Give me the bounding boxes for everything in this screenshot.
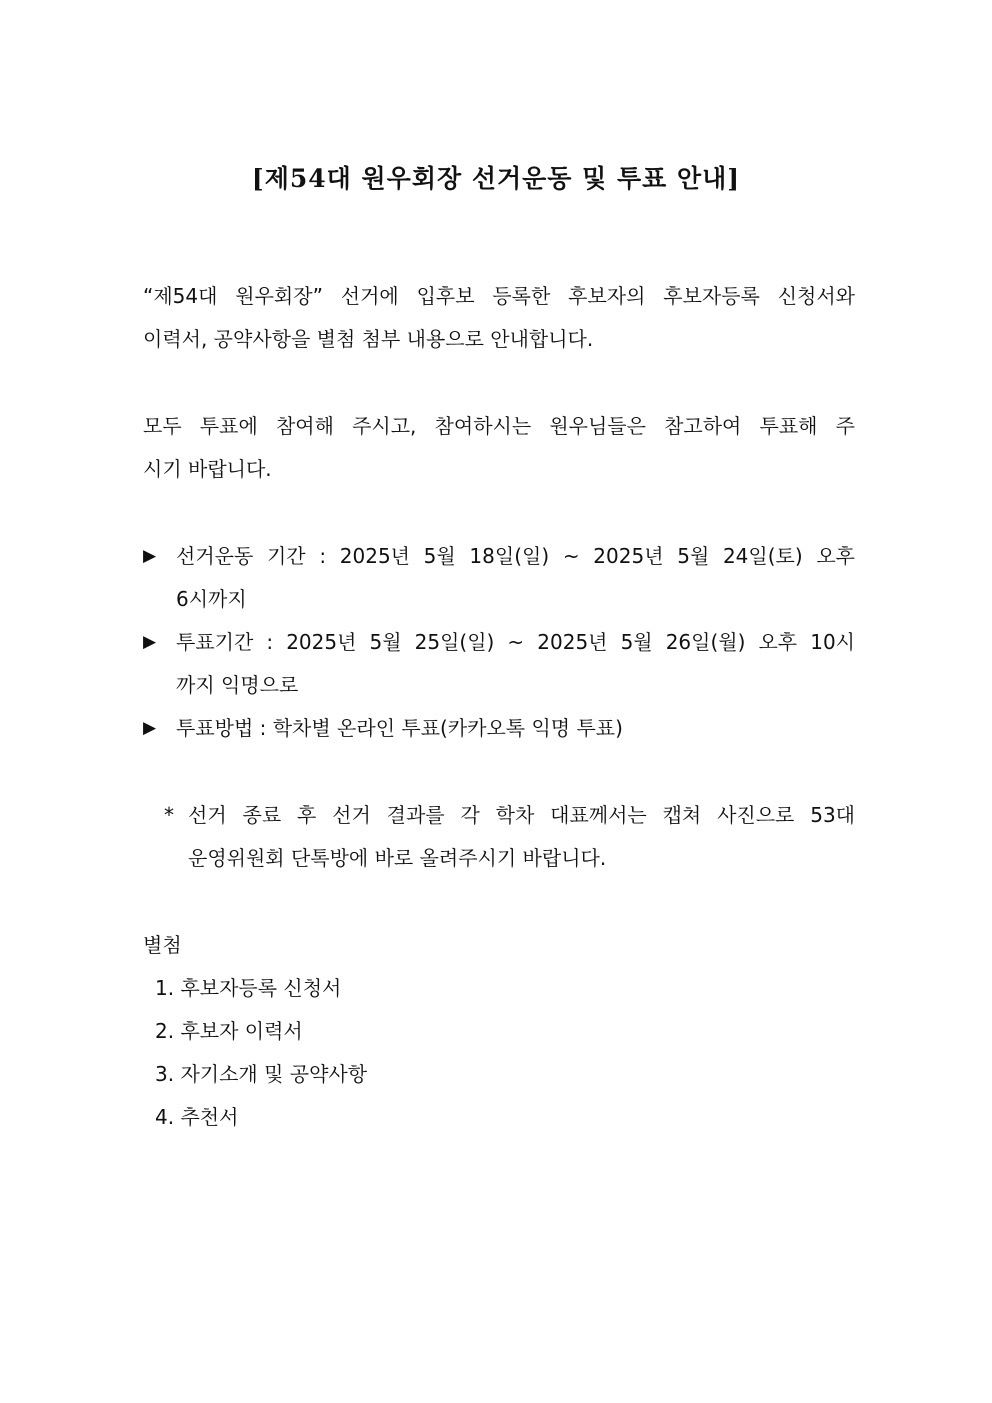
- attachment-item: 2. 후보자 이력서: [155, 1019, 303, 1043]
- bullet-text-line-1: 선거운동 기간 : 2025년 5월 18일(일) ~ 2025년 5월 24일(토) 오후: [176, 544, 855, 568]
- intro-line-2: 이력서, 공약사항을 별첨 첨부 내용으로 안내합니다.: [143, 327, 594, 351]
- attachments-section: [143, 924, 855, 1139]
- intro-paragraph: [143, 275, 855, 361]
- document-title: [제54대 원우회장 선거운동 및 투표 안내]: [251, 164, 741, 193]
- bullet-text-line-2: 6시까지: [176, 587, 247, 611]
- bullet-item-voting-period: [143, 621, 855, 707]
- triangle-bullet-icon: ▶: [143, 546, 157, 566]
- triangle-bullet-icon: ▶: [143, 718, 157, 738]
- attachment-item: 4. 추천서: [155, 1105, 239, 1129]
- note-line-1: 선거 종료 후 선거 결과를 각 학차 대표께서는 캡쳐 사진으로 53대: [188, 803, 855, 827]
- bullet-item-campaign-period: [143, 535, 855, 621]
- asterisk-icon: *: [164, 803, 174, 827]
- attachment-item: 3. 자기소개 및 공약사항: [155, 1062, 368, 1086]
- bullet-list: [143, 535, 855, 750]
- notice-note: [143, 794, 855, 880]
- bullet-text-line-2: 까지 익명으로: [176, 673, 299, 697]
- attachments-heading: 별첨: [143, 933, 182, 957]
- note-line-2: 운영위원회 단톡방에 바로 올려주시기 바랍니다.: [188, 846, 607, 870]
- note-item: [143, 794, 855, 880]
- bullet-text-line-1: 투표기간 : 2025년 5월 25일(일) ~ 2025년 5월 26일(월) 오후 10시: [176, 630, 855, 654]
- bullet-text-line-1: 투표방법 : 학차별 온라인 투표(카카오톡 익명 투표): [176, 716, 623, 740]
- request-line-1: 모두 투표에 참여해 주시고, 참여하시는 원우님들은 참고하여 투표해 주: [143, 414, 855, 438]
- request-line-2: 시기 바랍니다.: [143, 457, 272, 481]
- request-paragraph: [143, 405, 855, 491]
- attachment-item: 1. 후보자등록 신청서: [155, 976, 342, 1000]
- triangle-bullet-icon: ▶: [143, 632, 157, 652]
- bullet-item-voting-method: [143, 707, 855, 750]
- intro-line-1: “제54대 원우회장” 선거에 입후보 등록한 후보자의 후보자등록 신청서와: [143, 284, 855, 308]
